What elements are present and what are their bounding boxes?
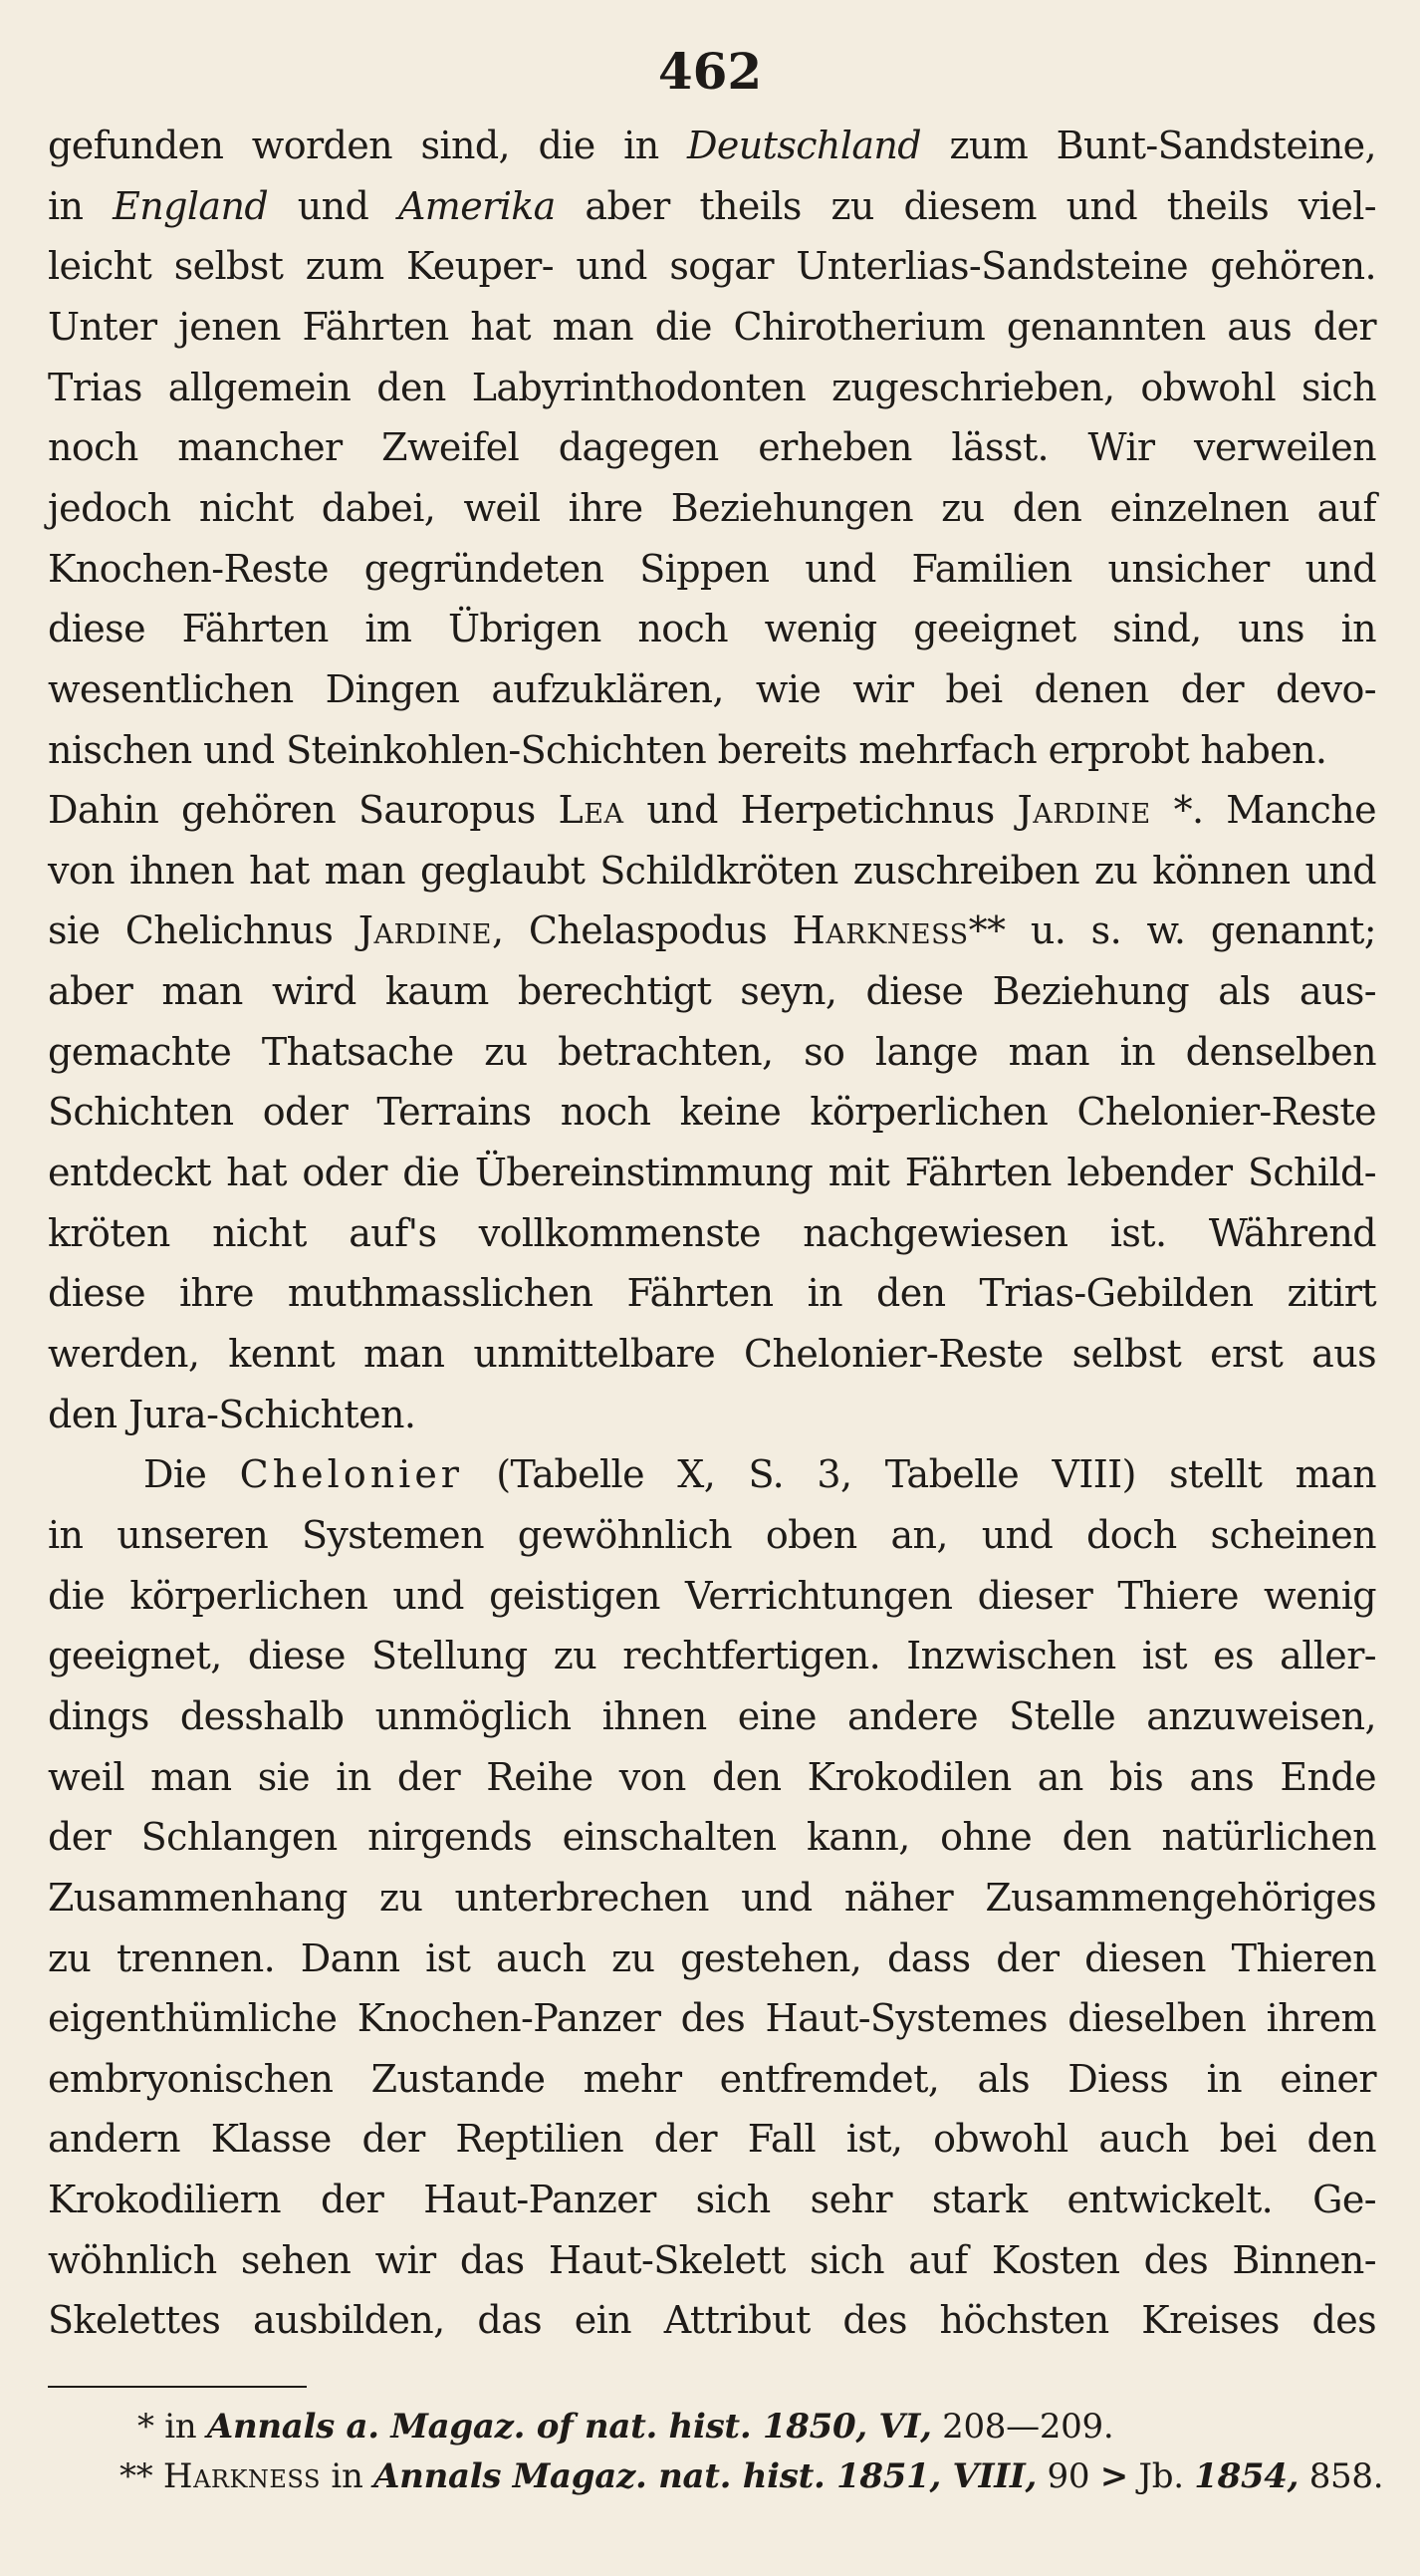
- text-line: wöhnlich sehen wir das Haut-Skelett sich auf Kosten des Binnen-: [48, 2238, 1376, 2282]
- emphasis-text: Deutschland: [687, 124, 922, 167]
- emphasis-text: Chelonier: [239, 1452, 463, 1496]
- text-line: nischen und Steinkohlen-Schichten bereits mehrfach erprobt haben.: [48, 728, 1327, 772]
- text-line: Trias allgemein den Labyrinthodonten zugeschrieben, obwohl sich: [48, 366, 1376, 409]
- footnote: ** Harkness in Annals Magaz. nat. hist. 1851, VIII, 90 > Jb. 1854, 858.: [119, 2456, 1384, 2496]
- text-line: in England und Amerika aber theils zu diesem und theils viel-: [48, 184, 1377, 228]
- text-line: diese ihre muthmasslichen Fährten in den Trias-Gebilden zitirt: [48, 1271, 1376, 1315]
- text-line: Die Chelonier (Tabelle X, S. 3, Tabelle VIII) stellt man: [143, 1452, 1377, 1496]
- text-line: die körperlichen und geistigen Verrichtungen dieser Thiere wenig: [48, 1574, 1376, 1618]
- page-number: 462: [657, 42, 763, 101]
- text-line: entdeckt hat oder die Übereinstimmung mit Fährten lebender Schild-: [48, 1151, 1376, 1194]
- text-line: aber man wird kaum berechtigt seyn, diese Beziehung als aus-: [48, 969, 1376, 1013]
- text-line: der Schlangen nirgends einschalten kann, ohne den natürlichen: [48, 1815, 1376, 1859]
- emphasis-text: England: [113, 184, 269, 228]
- text-line: diese Fährten im Übrigen noch wenig geeignet sind, uns in: [48, 607, 1376, 650]
- text-line: eigenthümliche Knochen-Panzer des Haut-Systemes dieselben ihrem: [48, 1996, 1376, 2040]
- text-line: in unseren Systemen gewöhnlich oben an, und doch scheinen: [48, 1513, 1376, 1557]
- text-line: weil man sie in der Reihe von den Krokodilen an bis ans Ende: [48, 1755, 1376, 1799]
- text-line: noch mancher Zweifel dagegen erheben lässt. Wir verweilen: [48, 425, 1376, 469]
- text-line: dings desshalb unmöglich ihnen eine andere Stelle anzuweisen,: [48, 1694, 1376, 1738]
- text-line: Dahin gehören Sauropus Lea und Herpetichnus Jardine *. Manche: [48, 788, 1376, 832]
- text-line: Skelettes ausbilden, das ein Attribut des höchsten Kreises des: [48, 2298, 1376, 2342]
- text-line: werden, kennt man unmittelbare Chelonier-Reste selbst erst aus: [48, 1332, 1376, 1376]
- footnote-rule: [48, 2386, 307, 2388]
- emphasis-text: Annals Magaz. nat. hist. 1851, VIII,: [373, 2456, 1037, 2496]
- text-line: Knochen-Reste gegründeten Sippen und Familien unsicher und: [48, 547, 1376, 591]
- text-line: Zusammenhang zu unterbrechen und näher Zusammengehöriges: [48, 1876, 1376, 1920]
- text-line: geeignet, diese Stellung zu rechtfertigen. Inzwischen ist es aller-: [48, 1634, 1376, 1677]
- text-line: wesentlichen Dingen aufzuklären, wie wir bei denen der devo-: [48, 667, 1376, 711]
- text-line: gefunden worden sind, die in Deutschland zum Bunt-Sandsteine,: [48, 124, 1377, 167]
- text-line: Schichten oder Terrains noch keine körperlichen Chelonier-Reste: [48, 1090, 1376, 1134]
- author-name: Lea: [558, 788, 624, 832]
- text-line: leicht selbst zum Keuper- und sogar Unterlias-Sandsteine gehören.: [48, 244, 1376, 288]
- footnote: * in Annals a. Magaz. of nat. hist. 1850, VI, 208—209.: [137, 2407, 1114, 2447]
- text-line: Unter jenen Fährten hat man die Chirotherium genannten aus der: [48, 305, 1376, 349]
- author-name: Harkness: [162, 2456, 321, 2496]
- emphasis-text: Annals a. Magaz. of nat. hist. 1850, VI,: [206, 2407, 932, 2447]
- author-name: Jardine: [1017, 788, 1151, 832]
- text-line: kröten nicht auf's vollkommenste nachgewiesen ist. Während: [48, 1211, 1376, 1255]
- text-line: jedoch nicht dabei, weil ihre Beziehungen zu den einzelnen auf: [48, 486, 1376, 530]
- text-line: den Jura-Schichten.: [48, 1393, 416, 1436]
- text-line: zu trennen. Dann ist auch zu gestehen, dass der diesen Thieren: [48, 1936, 1376, 1980]
- author-name: Jardine: [357, 908, 492, 952]
- author-name: Harkness: [792, 908, 969, 952]
- text-line: andern Klasse der Reptilien der Fall ist, obwohl auch bei den: [48, 2117, 1376, 2161]
- emphasis-text: >: [1099, 2456, 1128, 2496]
- text-line: von ihnen hat man geglaubt Schildkröten zuschreiben zu können und: [48, 849, 1376, 893]
- text-line: sie Chelichnus Jardine, Chelaspodus Harkness** u. s. w. genannt;: [48, 908, 1376, 952]
- emphasis-text: Amerika: [397, 184, 556, 228]
- text-line: embryonischen Zustande mehr entfremdet, als Diess in einer: [48, 2057, 1376, 2101]
- emphasis-text: 1854,: [1194, 2456, 1300, 2496]
- text-line: gemachte Thatsache zu betrachten, so lange man in denselben: [48, 1030, 1376, 1074]
- text-line: Krokodiliern der Haut-Panzer sich sehr stark entwickelt. Ge-: [48, 2178, 1376, 2221]
